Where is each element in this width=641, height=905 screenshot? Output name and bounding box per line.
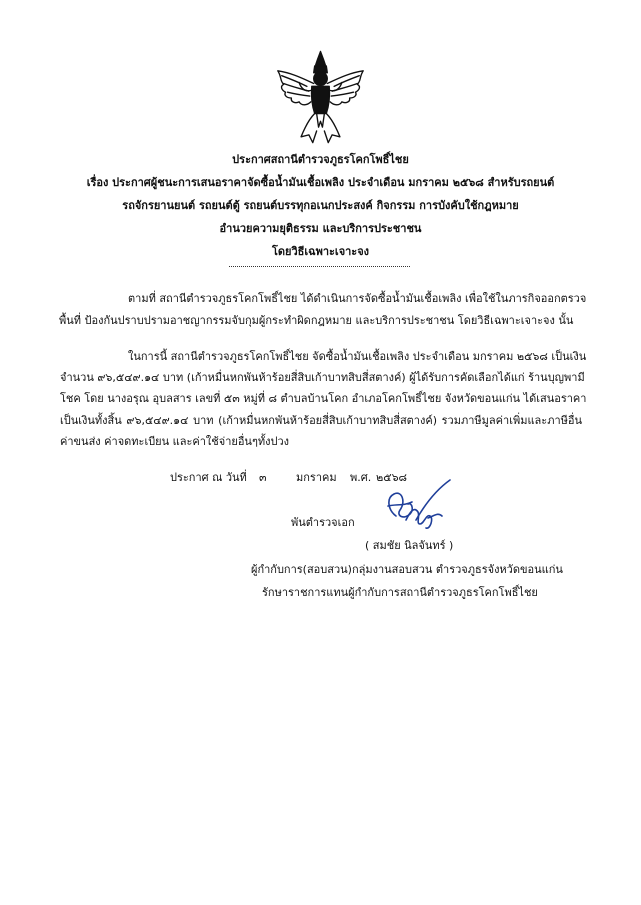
paragraph-2-line-4: เป็นเงินทั้งสิ้น ๙๖,๕๔๙.๑๔ บาท (เก้าหมื่นหกพันห้าร้อยสี่สิบเก้าบาทสิบสี่สตางค์) รวมภาษีมูลค่าเพิ่มและภาษีอื่น	[60, 414, 582, 427]
garuda-emblem-icon	[272, 48, 369, 148]
subject-line-2: รถจักรยานยนต์ รถยนต์ตู้ รถยนต์บรรทุกอเนกประสงค์ กิจกรรม การบังคับใช้กฎหมาย	[122, 199, 519, 212]
subject-line-1: เรื่อง ประกาศผู้ชนะการเสนอราคาจัดซื้อน้ำมันเชื้อเพลิง ประจำเดือน มกราคม ๒๕๖๘ สำหรับรถยนต์	[86, 176, 555, 189]
header-divider	[229, 266, 410, 267]
paragraph-1-line-2: พื้นที่ ป้องกันปราบปรามอาชญากรรมจับกุมผู้กระทำผิดกฎหมาย และบริการประชาชน โดยวิธีเฉพาะเจาะจง นั้น	[59, 314, 574, 327]
announce-month: มกราคม	[296, 471, 337, 484]
paragraph-2-line-2: จำนวน ๙๖,๕๔๙.๑๔ บาท (เก้าหมื่นหกพันห้าร้อยสี่สิบเก้าบาทสิบสี่สตางค์) ผู้ได้รับการคัดเลือกได้แก่ ร้านบุญพามี	[60, 371, 585, 384]
subject-line-4: โดยวิธีเฉพาะเจาะจง	[271, 245, 370, 258]
announce-era: พ.ศ.	[350, 471, 372, 484]
signer-name: ( สมชัย นิลจันทร์ )	[365, 539, 454, 552]
handwritten-signature	[376, 476, 462, 534]
signer-rank: พันตำรวจเอก	[291, 516, 355, 529]
announce-year: ๒๕๖๘	[376, 471, 408, 484]
subject-line-3: อำนวยความยุติธรรม และบริการประชาชน	[219, 222, 422, 235]
announcement-title: ประกาศสถานีตำรวจภูธรโคกโพธิ์ไชย	[232, 153, 409, 166]
paragraph-2-line-1: ในการนี้ สถานีตำรวจภูธรโคกโพธิ์ไชย จัดซื้อน้ำมันเชื้อเพลิง ประจำเดือน มกราคม ๒๕๖๘ เป็นเงิน	[128, 350, 587, 363]
announce-day: ๓	[259, 471, 267, 484]
paragraph-1-line-1: ตามที่ สถานีตำรวจภูธรโคกโพธิ์ไชย ได้ดำเนินการจัดซื้อน้ำมันเชื้อเพลิง เพื่อใช้ในภารกิจออกตรวจ	[128, 292, 587, 305]
paragraph-2-line-5: ค่าขนส่ง ค่าจดทะเบียน และค่าใช้จ่ายอื่นๆทั้งปวง	[60, 435, 290, 448]
signer-position-2: รักษาราชการแทนผู้กำกับการสถานีตำรวจภูธรโคกโพธิ์ไชย	[262, 586, 538, 599]
signer-position-1: ผู้กำกับการ(สอบสวน)กลุ่มงานสอบสวน ตำรวจภูธรจังหวัดขอนแก่น	[251, 563, 563, 576]
announce-label: ประกาศ ณ วันที่	[170, 471, 247, 484]
paragraph-2-line-3: โชค โดย นางอรุณ อุบลสาร เลขที่ ๕๓ หมู่ที่ ๘ ตำบลบ้านโคก อำเภอโคกโพธิ์ไชย จังหวัดขอนแก่น ได้เสนอราคา	[60, 392, 587, 405]
